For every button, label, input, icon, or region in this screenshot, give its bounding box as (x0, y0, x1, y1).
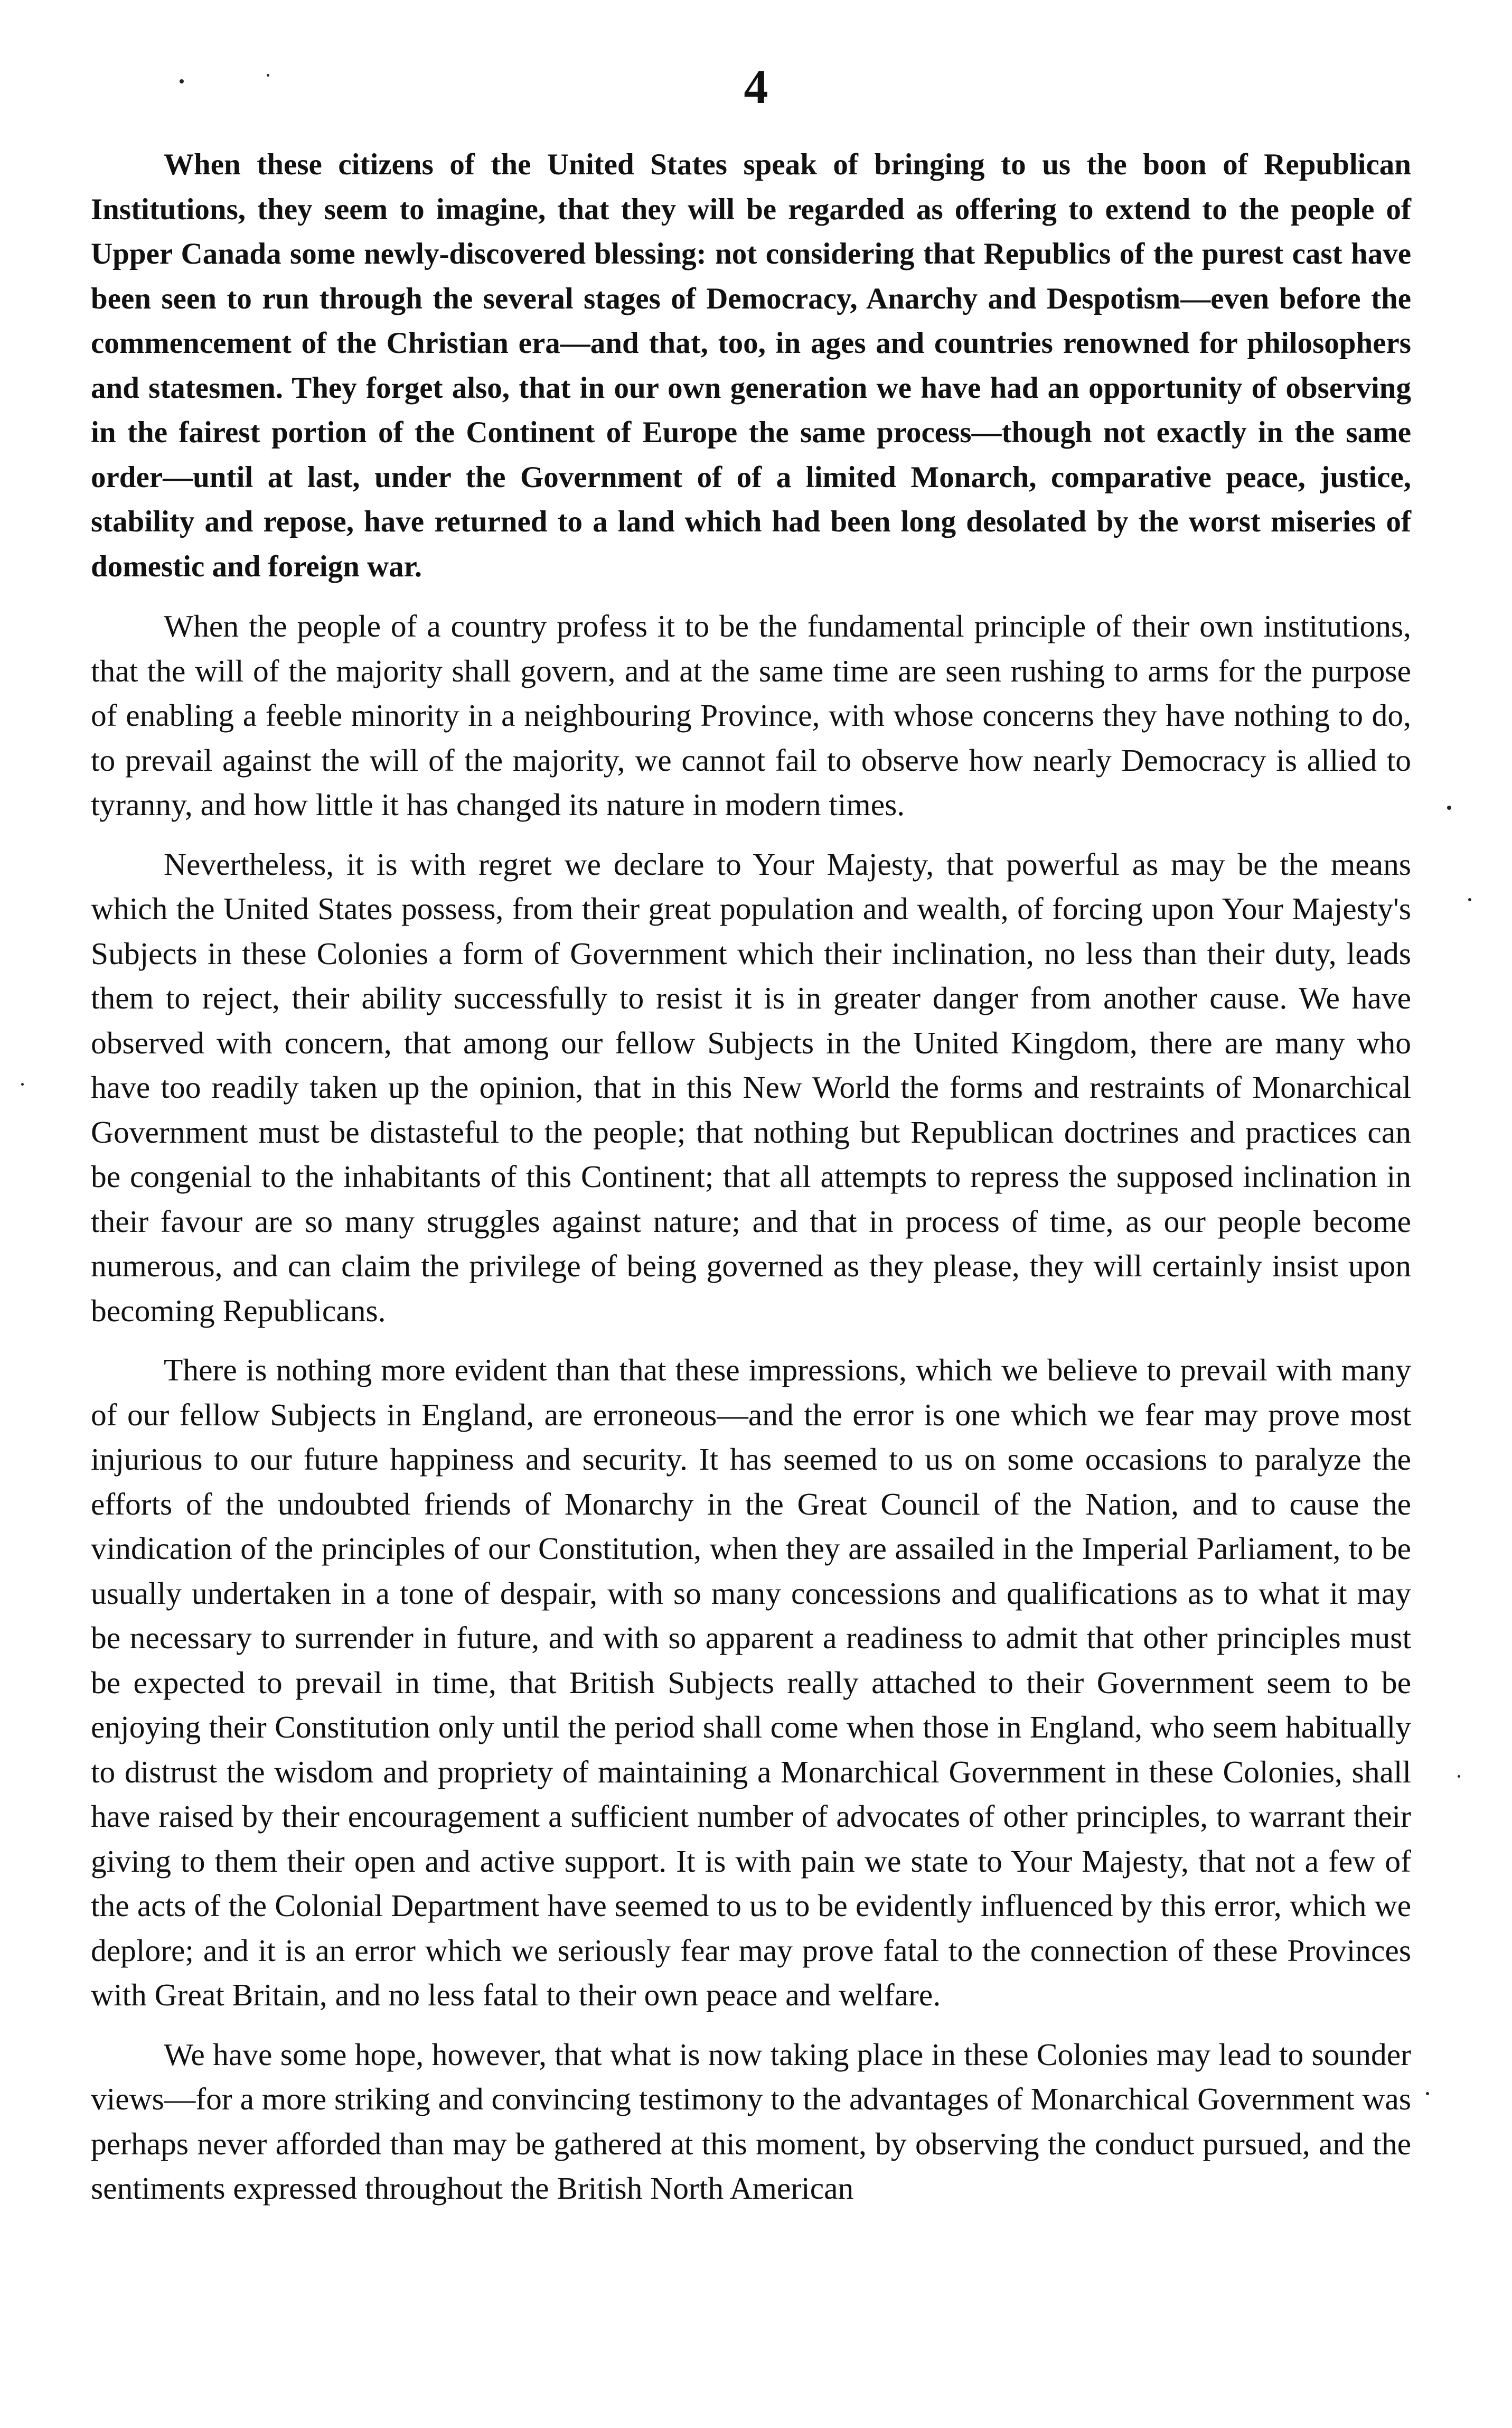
paragraph-nevertheless: Nevertheless, it is with regret we declare to Your Majesty, that powerful as may be the means which the United States possess, from their great population and wealth, of forcing upon Your Majesty's Subjects in these Colonies a form of Government which their inclination, no less than their duty, leads them to reject, their ability successfully to resist it is in greater danger from another cause. We have observed with concern, that among our fellow Subjects in the United Kingdom, there are many who have too readily taken up the opinion, that in this New World the forms and restraints of Monarchical Government must be distasteful to the people; that nothing but Republican doctrines and practices can be congenial to the inhabitants of this Continent; that all attempts to repress the supposed inclination in their favour are so many struggles against nature; and that in process of time, as our people become numerous, and can claim the privilege of being governed as they please, they will certainly insist upon becoming Republicans. (91, 846, 1411, 1328)
paragraph-erroneous-impressions: There is nothing more evident than that these impressions, which we believe to prevail with many of our fellow Subjects in England, are erroneous—and the error is one which we fear may prove most injurious to our future happiness and security. It has seemed to us on some occasions to paralyze the efforts of the undoubted friends of Monarchy in the Great Council of the Nation, and to cause the vindication of the principles of our Constitution, when they are assailed in the Imperial Parliament, to be usually undertaken in a tone of despair, with so many concessions and qualifications as to what it may be necessary to surrender in future, and with so apparent a readiness to admit that other principles must be expected to prevail in time, that British Subjects really attached to their Government seem to be enjoying their Constitution only until the period shall come when those in England, who seem habitually to distrust the wisdom and propriety of maintaining a Monarchical Government in these Colonies, shall have raised by their encouragement a sufficient number of advocates of other principles, to warrant their giving to them their open and active support. It is with pain we state to Your Majesty, that not a few of the acts of the Colonial Department have seemed to us to be evidently influenced by this error, which we deplore; and it is an error which we seriously fear may prove fatal to the connection of these Provinces with Great Britain, and no less fatal to their own peace and welfare. (91, 1352, 1411, 2012)
scan-speck (21, 1083, 24, 1086)
page-number: 4 (744, 60, 768, 114)
paragraph-sounder-views: We have some hope, however, that what is now taking place in these Colonies may lead to sounder views—for a more striking and convincing testimony to the advantages of Monarchical Government was perhaps never afforded than may be gathered at this moment, by observing the conduct pursued, and the sentiments expressed throughout the British North American (91, 2037, 1411, 2206)
body-text (91, 143, 1411, 2226)
scan-speck (1468, 898, 1471, 901)
paragraph-republican-institutions: When these citizens of the United States speak of bringing to us the boon of Republican Institutions, they seem to imagine, that they will be regarded as offering to extend to the people of Upper Canada some newly-discovered blessing: not considering that Republics of the purest cast have been seen to run through the several stages of Democracy, Anarchy and Despotism—even before the commencement of the Christian era—and that, too, in ages and countries renowned for philosophers and statesmen. They forget also, that in our own generation we have had an opportunity of observing in the fairest portion of the Continent of Europe the same process—though not exactly in the same order—until at last, under the Government of of a limited Monarch, comparative peace, justice, stability and repose, have returned to a land which had been long desolated by the worst miseries of domestic and foreign war. (91, 148, 1411, 583)
scan-speck (1426, 2092, 1429, 2095)
scan-speck (267, 74, 269, 77)
scan-speck (1458, 1775, 1460, 1778)
paragraph-majority-will: When the people of a country profess it to be the fundamental principle of their own institutions, that the will of the majority shall govern, and at the same time are seen rushing to arms for the purpose of enabling a feeble minority in a neighbouring Province, with whose concerns they have nothing to do, to prevail against the will of the majority, we cannot fail to observe how nearly Democracy is allied to tyranny, and how little it has changed its nature in modern times. (91, 609, 1411, 822)
scan-speck (180, 79, 184, 83)
scan-speck (1447, 806, 1451, 810)
